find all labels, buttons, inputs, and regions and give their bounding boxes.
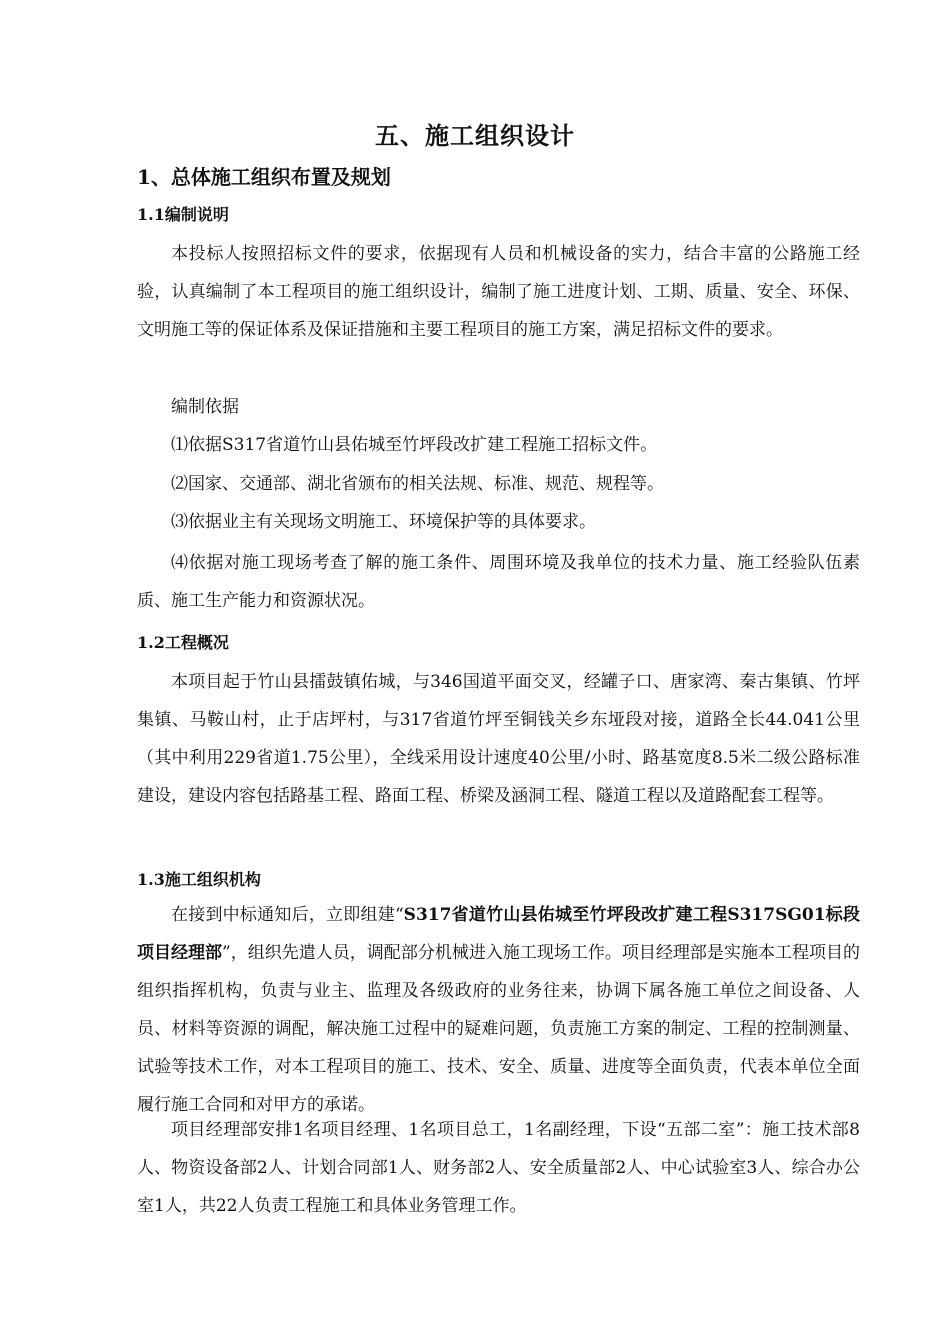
page-title: 五、施工组织设计 (375, 121, 575, 150)
paragraph-staffing: 项目经理部安排1名项目经理、1名项目总工，1名副经理，下设“五部二室”：施工技术部8人、物资设备部2人、计划合同部1人、财务部2人、安全质量部2人、中心试验室3人、综合办公室1人，共22人负责工程施工和具体业务管理工作。 (137, 1120, 860, 1216)
subsection-heading-1-1: 1.1编制说明 (137, 205, 229, 224)
organization-text-before: 在接到中标通知后，立即组建“ (171, 905, 404, 925)
basis-item-1: ⑴依据S317省道竹山县佑城至竹坪段改扩建工程施工招标文件。 (171, 435, 658, 455)
basis-item-3: ⑶依据业主有关现场文明施工、环境保护等的具体要求。 (171, 512, 596, 532)
basis-label: 编制依据 (171, 397, 239, 417)
paragraph-intro: 本投标人按照招标文件的要求，依据现有人员和机械设备的实力，结合丰富的公路施工经验，认真编制了本工程项目的施工组织设计，编制了施工进度计划、工期、质量、安全、环保、文明施工等的保证体系及保证措施和主要工程项目的施工方案，满足招标文件的要求。 (137, 244, 860, 340)
subsection-heading-1-2: 1.2工程概况 (137, 633, 229, 652)
subsection-heading-1-3: 1.3施工组织机构 (137, 870, 261, 889)
basis-item-4: ⑷依据对施工现场考查了解的施工条件、周围环境及我单位的技术力量、施工经验队伍素质、施工生产能力和资源状况。 (137, 553, 860, 611)
paragraph-organization (137, 896, 860, 1124)
organization-text-after: ”，组织先遣人员，调配部分机械进入施工现场工作。项目经理部是实施本工程项目的组织指挥机构，负责与业主、监理及各级政府的业务往来，协调下属各施工单位之间设备、人员、材料等资源的调配，解决施工过程中的疑难问题，负责施工方案的制定、工程的控制测量、试验等技术工作，对本工程项目的施工、技术、安全、质量、进度等全面负责，代表本单位全面履行施工合同和对甲方的承诺。 (137, 943, 860, 1115)
paragraph-project-overview: 本项目起于竹山县擂鼓镇佑城，与346国道平面交叉，经罐子口、唐家湾、秦古集镇、竹坪集镇、马鞍山村，止于店坪村，与317省道竹坪至铜钱关乡东垭段对接，道路全长44.041公里（其中利用229省道1.75公里），全线采用设计速度40公里/小时、路基宽度8.5米二级公路标准建设，建设内容包括路基工程、路面工程、桥梁及涵洞工程、隧道工程以及道路配套工程等。 (137, 672, 860, 806)
section-heading-1: 1、总体施工组织布置及规划 (137, 165, 391, 189)
project-department-name: S317省道竹山县佑城至竹坪段改扩建工程S317SG01标段项目经理部 (137, 905, 860, 963)
basis-item-2: ⑵国家、交通部、湖北省颁布的相关法规、标准、规范、规程等。 (171, 474, 664, 494)
